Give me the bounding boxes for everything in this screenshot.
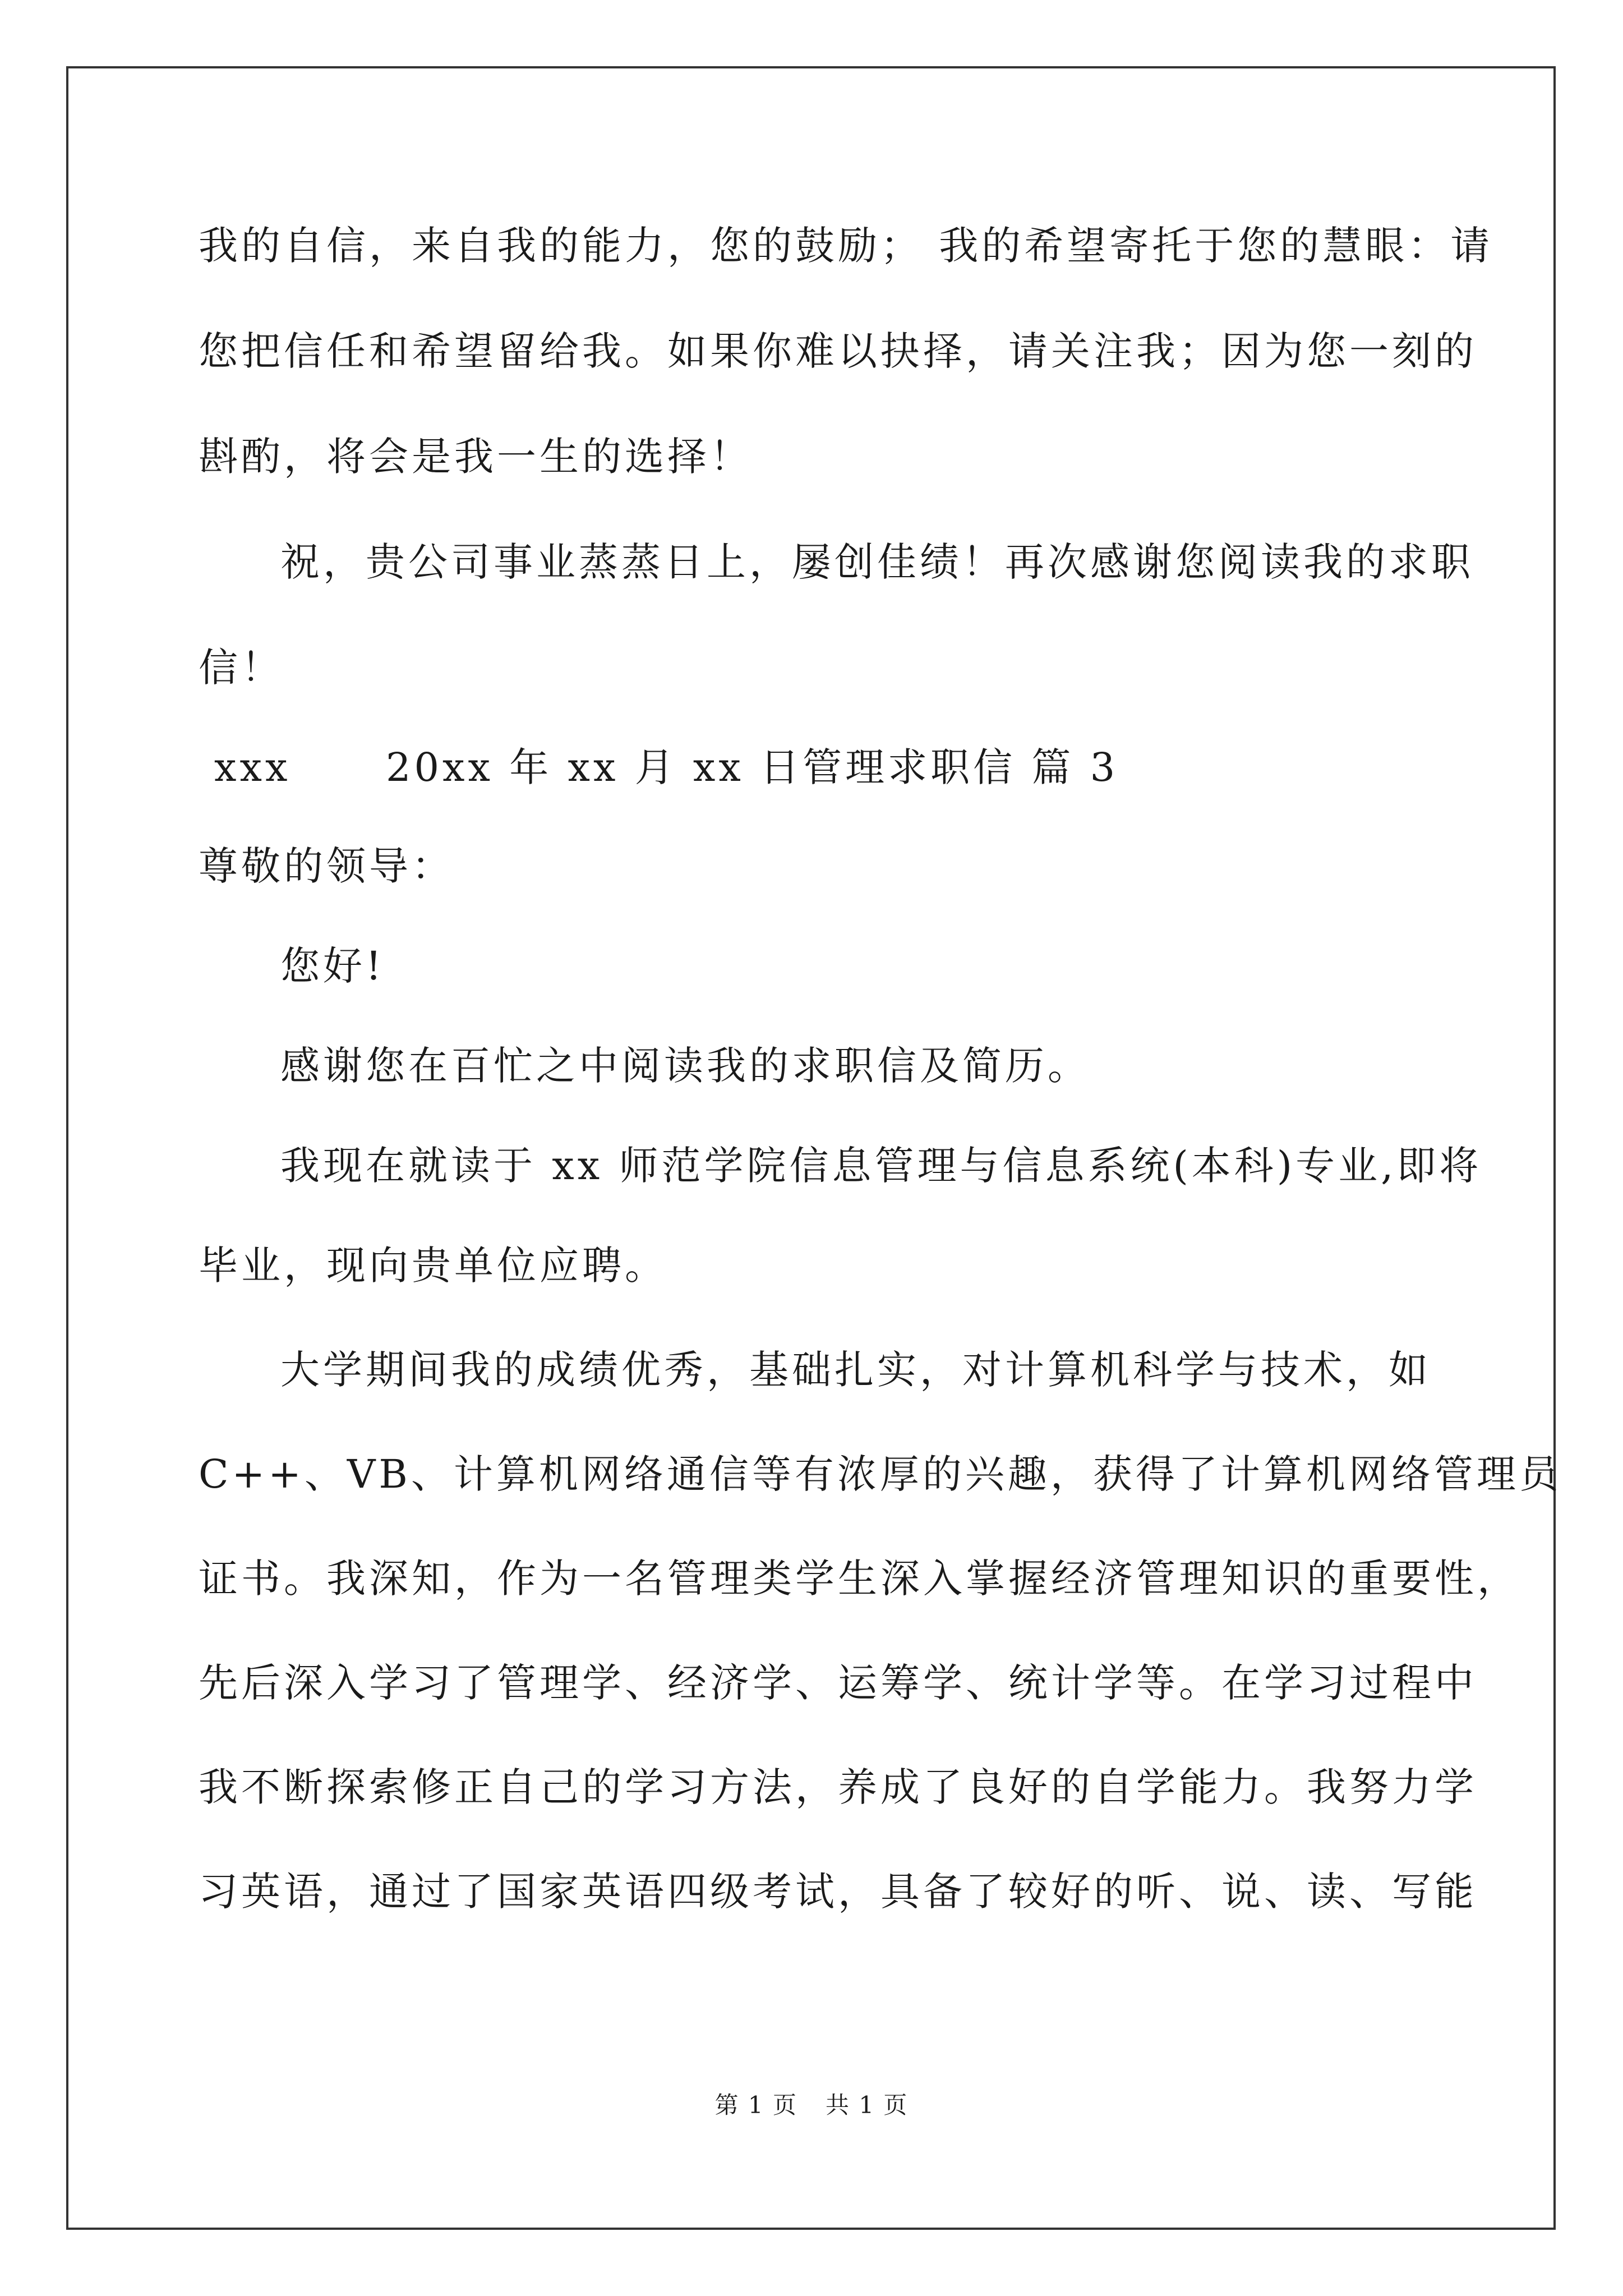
text-line: 祝，贵公司事业蒸蒸日上，屡创佳绩！再次感谢您阅读我的求职 [280, 539, 1474, 585]
text-line: 您把信任和希望留给我。如果你难以抉择，请关注我；因为您一刻的 [199, 328, 1477, 374]
text-line: 信！ [199, 645, 284, 691]
page-number: 第 1 页 [714, 2091, 797, 2119]
page-count: 共 1 页 [826, 2091, 909, 2119]
text-line: 先后深入学习了管理学、经济学、运筹学、统计学等。在学习过程中 [199, 1660, 1477, 1706]
text-line: 证书。我深知，作为一名管理类学生深入掌握经济管理知识的重要性， [199, 1556, 1520, 1602]
text-line: 我现在就读于 xx 师范学院信息管理与信息系统(本科)专业,即将 [280, 1143, 1482, 1189]
section-heading: xxx 20xx 年 xx 月 xx 日管理求职信 篇 3 [214, 744, 1119, 790]
text-line: 我的自信，来自我的能力，您的鼓励； 我的希望寄托于您的慧眼：请 [199, 223, 1493, 269]
text-line: 感谢您在百忙之中阅读我的求职信及简历。 [280, 1043, 1090, 1089]
text-line: C++、VB、计算机网络通信等有浓厚的兴趣，获得了计算机网络管理员 [199, 1451, 1562, 1497]
text-line: 斟酌，将会是我一生的选择！ [199, 434, 753, 480]
text-line: 习英语，通过了国家英语四级考试，具备了较好的听、说、读、写能 [199, 1869, 1477, 1915]
greeting: 您好! [280, 943, 385, 989]
text-line: 毕业，现向贵单位应聘。 [199, 1243, 667, 1289]
page-footer [0, 2088, 1623, 2122]
text-line: 大学期间我的成绩优秀，基础扎实，对计算机科学与技术，如 [280, 1347, 1431, 1393]
text-line: 我不断探索修正自己的学习方法，养成了良好的自学能力。我努力学 [199, 1764, 1477, 1810]
salutation: 尊敬的领导： [199, 843, 454, 889]
